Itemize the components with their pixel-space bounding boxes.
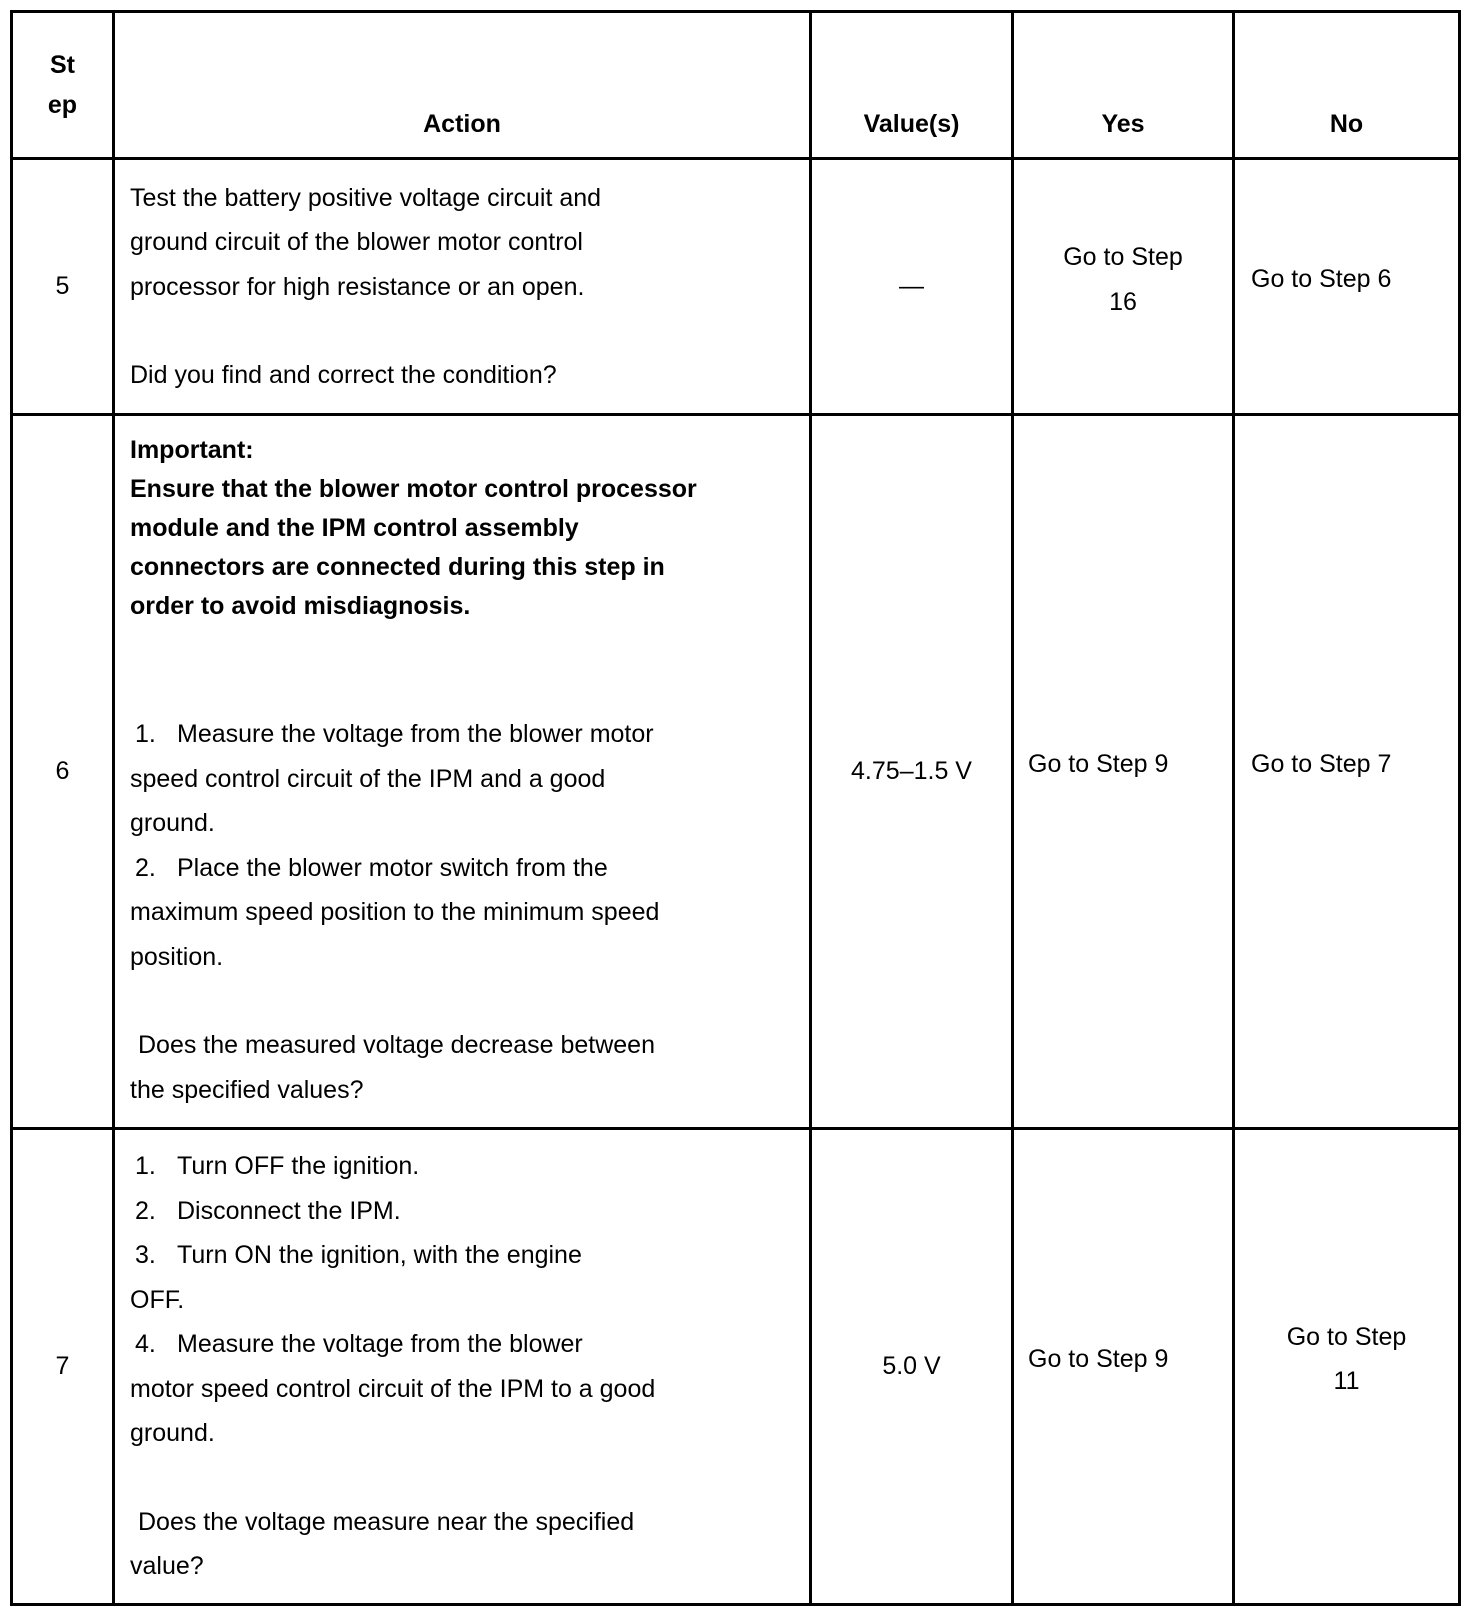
no-line: 11 (1333, 1367, 1360, 1396)
yes-line: Go to Step (1063, 243, 1183, 271)
action-question: value? (130, 1552, 204, 1580)
diagnostic-table (10, 10, 1461, 1606)
action-question: the specified values? (130, 1075, 364, 1104)
yes-cell: Go to Step 9 (1013, 1129, 1234, 1605)
procedure-step-number: 1. (135, 1152, 156, 1180)
procedure-step-text: ground. (130, 1419, 215, 1447)
yes-cell (1013, 159, 1234, 415)
procedure-list (130, 712, 789, 979)
procedure-step-text: motor speed control circuit of the IPM to a good (130, 1374, 656, 1403)
step-number: 6 (12, 415, 114, 1129)
procedure-step-text: Measure the voltage from the blower (177, 1330, 583, 1358)
value-cell: 5.0 V (811, 1129, 1013, 1605)
header-step (12, 12, 114, 159)
value-cell: — (811, 159, 1013, 415)
procedure-step-text: maximum speed position to the minimum speed (130, 898, 660, 926)
no-line: Go to Step (1286, 1322, 1407, 1351)
header-step-line1: St (50, 51, 75, 79)
action-question: Did you find and correct the condition? (130, 361, 557, 389)
action-cell (114, 1129, 811, 1605)
action-line: ground circuit of the blower motor control (130, 228, 583, 256)
procedure-step-number: 2. (135, 853, 156, 882)
important-label: Important: (130, 436, 254, 464)
procedure-step-number: 2. (135, 1196, 156, 1225)
table-header-row (12, 12, 1460, 159)
table-row-step-7 (12, 1129, 1460, 1605)
procedure-step-text: Turn OFF the ignition. (177, 1152, 420, 1180)
procedure-step-text: Turn ON the ignition, with the engine (177, 1241, 582, 1269)
action-line: Test the battery positive voltage circuit and (130, 183, 602, 212)
procedure-list (130, 1144, 789, 1456)
procedure-step (130, 1233, 789, 1322)
no-cell (1234, 1129, 1460, 1605)
yes-line: 16 (1109, 287, 1137, 316)
header-no: No (1234, 12, 1460, 159)
procedure-step-text: OFF. (130, 1285, 185, 1314)
table-row-step-6 (12, 415, 1460, 1129)
procedure-step-text: ground. (130, 809, 215, 837)
step-number: 5 (12, 159, 114, 415)
no-cell: Go to Step 7 (1234, 415, 1460, 1129)
action-line: processor for high resistance or an open. (130, 272, 585, 301)
procedure-step-text: Measure the voltage from the blower motor (177, 720, 654, 748)
action-cell (114, 415, 811, 1129)
procedure-step-text: speed control circuit of the IPM and a good (130, 764, 606, 793)
value-cell: 4.75–1.5 V (811, 415, 1013, 1129)
header-step-line2: ep (47, 91, 78, 119)
important-line: connectors are connected during this step in (130, 553, 665, 581)
procedure-step-text: position. (130, 942, 224, 971)
no-cell: Go to Step 6 (1234, 159, 1460, 415)
procedure-step (130, 712, 789, 846)
procedure-step (130, 1144, 789, 1189)
important-line: order to avoid misdiagnosis. (130, 592, 471, 620)
yes-cell: Go to Step 9 (1013, 415, 1234, 1129)
procedure-step-number: 3. (135, 1241, 156, 1269)
procedure-step (130, 846, 789, 980)
action-cell (114, 159, 811, 415)
header-values: Value(s) (811, 12, 1013, 159)
header-yes: Yes (1013, 12, 1234, 159)
procedure-step-text: Place the blower motor switch from the (177, 853, 608, 882)
action-question: Does the voltage measure near the specified (138, 1507, 635, 1536)
step-number: 7 (12, 1129, 114, 1605)
important-line: Ensure that the blower motor control processor (130, 475, 697, 503)
procedure-step-number: 1. (135, 720, 156, 748)
important-line: module and the IPM control assembly (130, 514, 579, 542)
procedure-step-number: 4. (135, 1330, 156, 1358)
procedure-step (130, 1189, 789, 1234)
procedure-step-text: Disconnect the IPM. (177, 1196, 401, 1225)
header-action: Action (114, 12, 811, 159)
action-question: Does the measured voltage decrease between (138, 1031, 655, 1059)
table-row-step-5 (12, 159, 1460, 415)
procedure-step (130, 1322, 789, 1456)
